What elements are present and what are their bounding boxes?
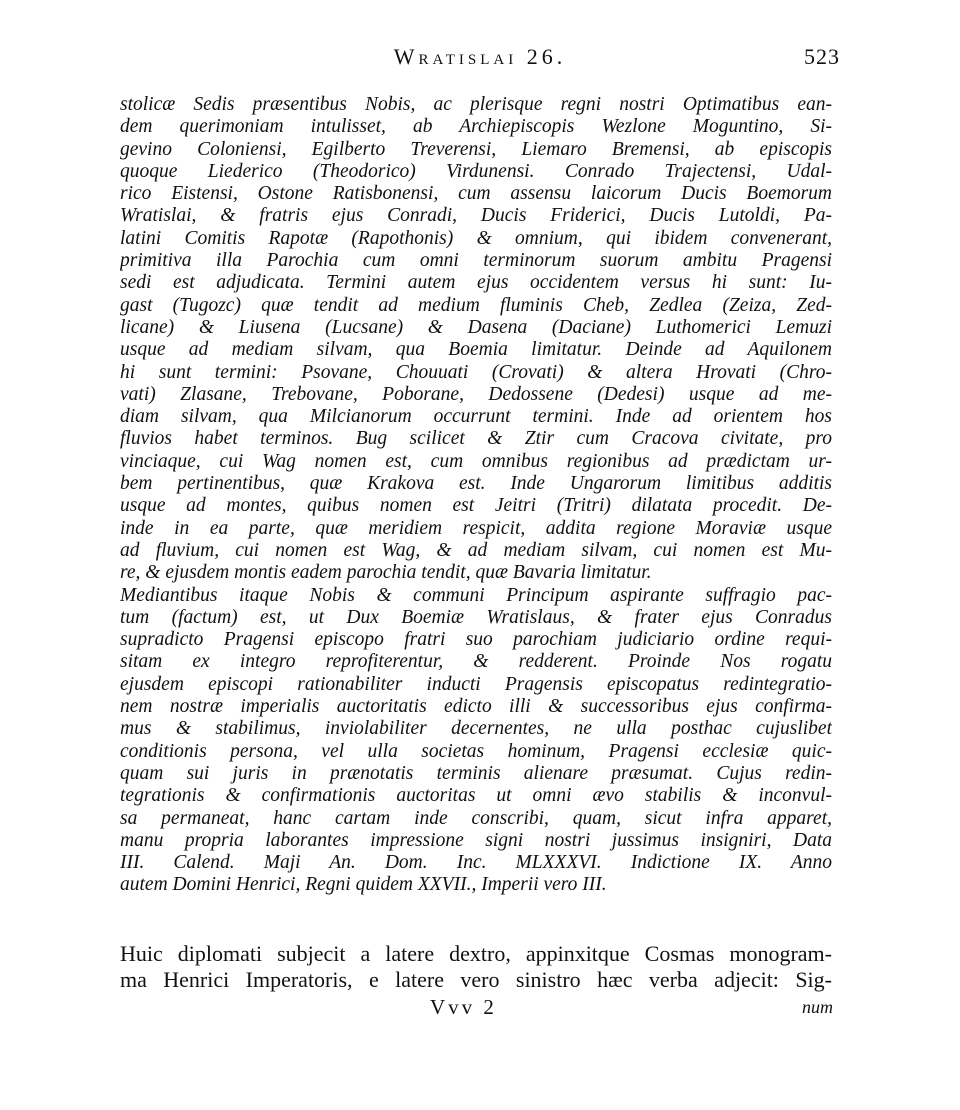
catchword: num <box>802 997 833 1017</box>
text-line: inde in ea parte, quæ meridiem respicit, addita regione Moraviæ usque <box>120 517 832 539</box>
note-line: Huic diplomati subjecit a latere dextro, appinxitque Cosmas monogram- <box>120 941 832 966</box>
running-title: Wratislai 26. <box>393 44 567 69</box>
text-line: vinciaque, cui Wag nomen est, cum omnibus regionibus ad prædictam ur- <box>120 450 832 472</box>
text-line: usque ad mediam silvam, qua Boemia limitatur. Deinde ad Aquilonem <box>120 339 832 361</box>
text-line: bem pertinentibus, quæ Krakova est. Inde Ungarorum limitibus additis <box>120 473 832 495</box>
text-line: rico Eistensi, Ostone Ratisbonensi, cum assensu laicorum Ducis Boemorum <box>120 183 832 205</box>
text-line: diam silvam, qua Milcianorum occurrunt termini. Inde ad orientem hos <box>120 406 832 428</box>
text-line: quam sui juris in prænotatis terminis alienare præsumat. Cujus redin- <box>120 762 832 784</box>
text-line: dem querimoniam intulisset, ab Archiepiscopis Wezlone Moguntino, Si- <box>120 116 832 138</box>
text-line: latini Comitis Rapotæ (Rapothonis) & omnium, qui ibidem convenerant, <box>120 227 832 249</box>
text-line: sitam ex integro reprofiterentur, & redderent. Proinde Nos rogatu <box>120 651 832 673</box>
text-line: supradicto Pragensi episcopo fratri suo parochiam judiciario ordine requi- <box>120 629 832 651</box>
text-line: primitiva illa Parochia cum omni terminorum suorum ambitu Pragensi <box>120 250 832 272</box>
text-line: re, & ejusdem montis eadem parochia tendit, quæ Bavaria limitatur. <box>120 562 652 584</box>
text-line: III. Calend. Maji An. Dom. Inc. MLXXXVI. Indictione IX. Anno <box>120 852 832 874</box>
text-line: tegrationis & confirmationis auctoritas ut omni ævo stabilis & inconvul- <box>120 785 832 807</box>
text-line: hi sunt termini: Psovane, Chouuati (Crovati) & altera Hrovati (Chro- <box>120 361 832 383</box>
editor-note-text <box>120 941 832 993</box>
text-line: Mediantibus itaque Nobis & communi Principum aspirante suffragio pac- <box>120 584 832 606</box>
page-number: 523 <box>804 44 840 69</box>
text-line: manu propria laborantes impressione signi nostri jussimus insigniri, Data <box>120 829 832 851</box>
text-line: sa permaneat, hanc cartam inde conscribi, quam, sicut infra apparet, <box>120 807 832 829</box>
text-line: stolicæ Sedis præsentibus Nobis, ac plerisque regni nostri Optimatibus ean- <box>120 94 832 115</box>
running-head <box>120 44 840 78</box>
text-line: Wratislai, & fratris ejus Conradi, Ducis Friderici, Ducis Lutoldi, Pa- <box>120 205 832 227</box>
text-line: conditionis persona, vel ulla societas hominum, Pragensi ecclesiæ quic- <box>120 740 832 762</box>
text-line: tum (factum) est, ut Dux Boemiæ Wratislaus, & frater ejus Conradus <box>120 606 832 628</box>
text-line: mus & stabilimus, inviolabiliter decernentes, ne ulla posthac cujuslibet <box>120 718 832 740</box>
text-line: fluvios habet terminos. Bug scilicet & Ztir cum Cracova civitate, pro <box>120 428 832 450</box>
latin-charter-text <box>120 94 832 897</box>
text-line: usque ad montes, quibus nomen est Jeitri (Tritri) dilatata procedit. De- <box>120 495 832 517</box>
text-line: gast (Tugozc) quæ tendit ad medium fluminis Cheb, Zedlea (Zeiza, Zed- <box>120 294 832 316</box>
signature-mark: Vvv 2 <box>430 995 497 1019</box>
text-line: quoque Liederico (Theodorico) Virdunensi. Conrado Trajectensi, Udal- <box>120 160 832 182</box>
text-line: ad fluvium, cui nomen est Wag, & ad mediam silvam, cui nomen est Mu- <box>120 539 832 561</box>
text-line: sedi est adjudicata. Termini autem ejus occidentem versus hi sunt: Iu- <box>120 272 832 294</box>
text-line: autem Domini Henrici, Regni quidem XXVII., Imperii vero III. <box>120 874 607 896</box>
text-line: licane) & Liusena (Lucsane) & Dasena (Daciane) Luthomerici Lemuzi <box>120 316 832 338</box>
text-line: gevino Coloniensi, Egilberto Treverensi, Liemaro Bremensi, ab episcopis <box>120 138 832 160</box>
text-line: nem nostræ imperialis auctoritatis edicto illi & successoribus ejus confirma- <box>120 696 832 718</box>
text-line: vati) Zlasane, Trebovane, Poborane, Dedossene (Dedesi) usque ad me- <box>120 383 832 405</box>
text-line: ejusdem episcopi rationabiliter inducti Pragensis episcopatus redintegratio- <box>120 673 832 695</box>
note-line: ma Henrici Imperatoris, e latere vero sinistro hæc verba adjecit: Sig- <box>120 967 832 992</box>
